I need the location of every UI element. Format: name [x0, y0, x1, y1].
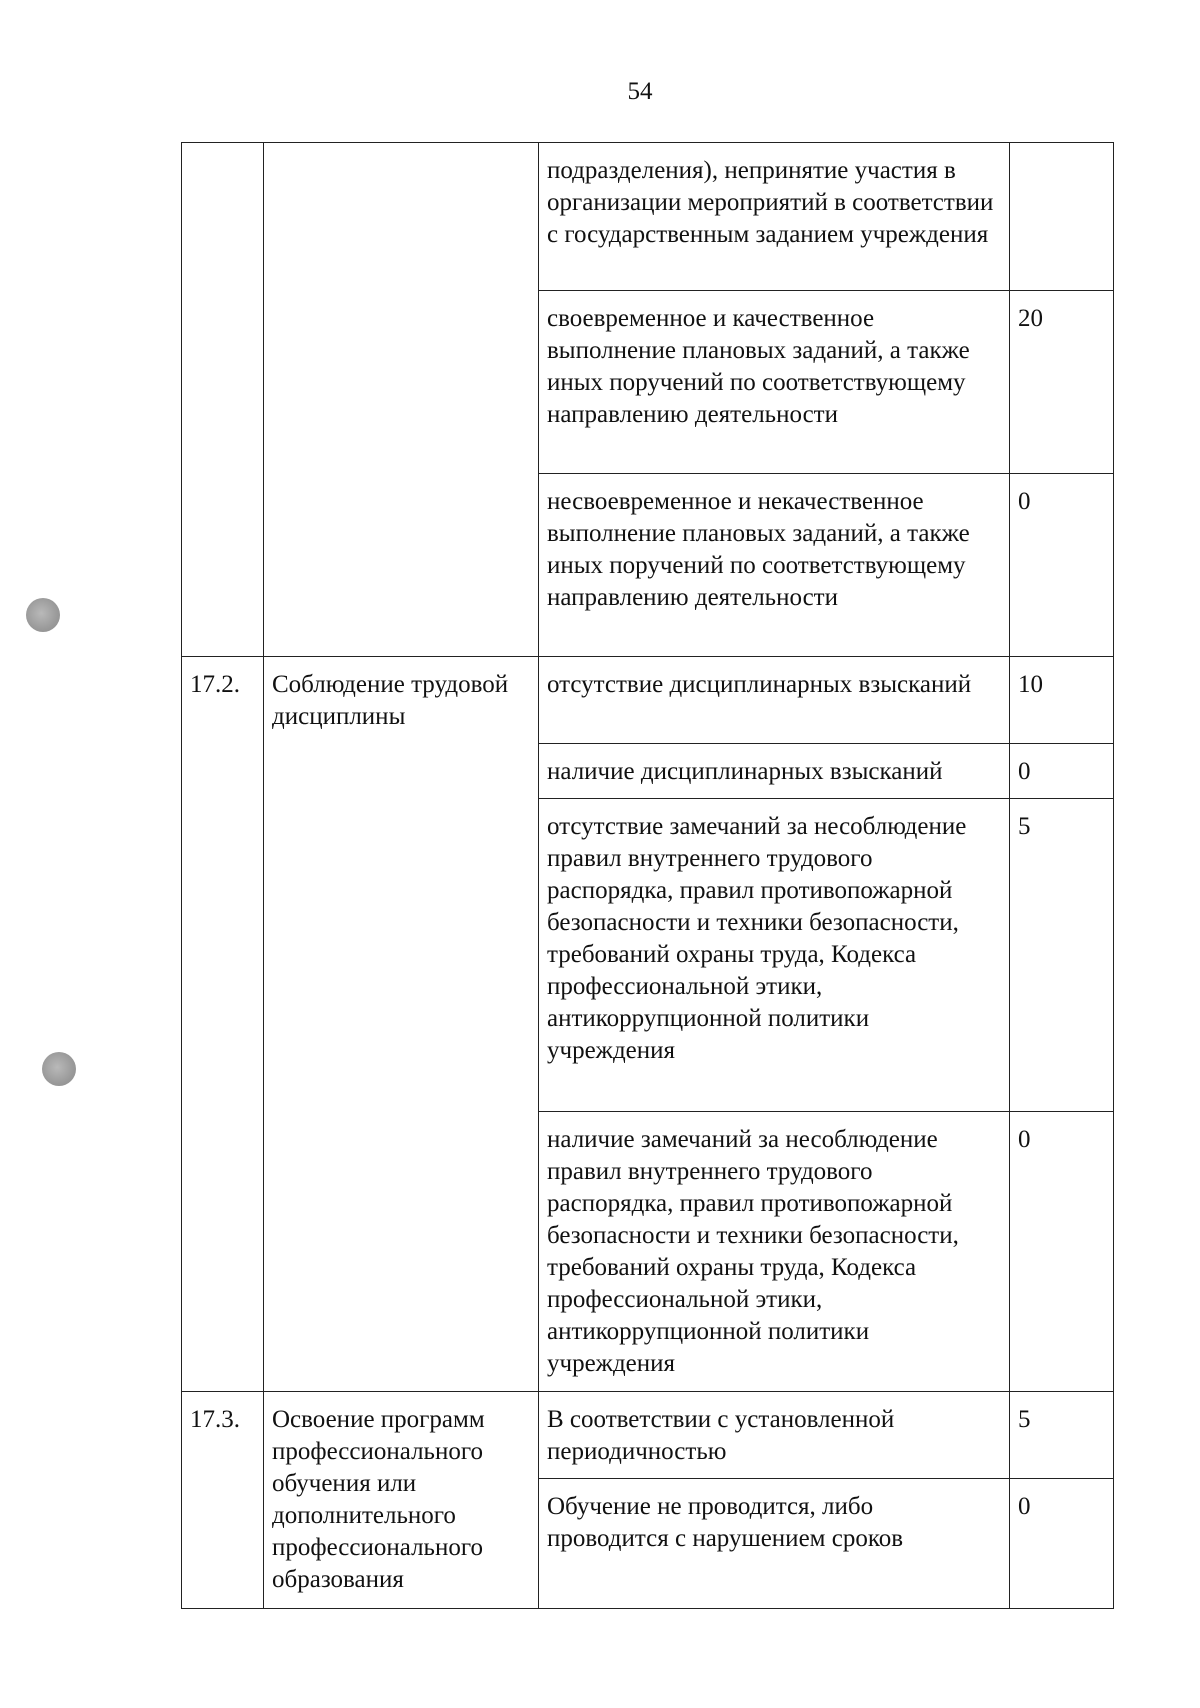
table-row	[182, 657, 1114, 744]
table-row	[182, 1392, 1114, 1479]
table-row	[182, 143, 1114, 291]
condition-cell: наличие замечаний за несоблюдение правил внутреннего трудового распорядка, правил противопожарной безопасности и техники безопасности, требований охраны труда, Кодекса профессиональной этики, антикоррупционной политики учреждения	[539, 1112, 1010, 1392]
punch-hole-mark	[42, 1052, 76, 1086]
criterion-cell	[264, 143, 539, 657]
criterion-cell: Освоение программ профессионального обучения или дополнительного профессионального образования	[264, 1392, 539, 1609]
score-cell: 0	[1010, 474, 1114, 657]
score-cell: 5	[1010, 799, 1114, 1112]
item-number-cell: 17.2.	[182, 657, 264, 1392]
score-cell: 5	[1010, 1392, 1114, 1479]
condition-cell: В соответствии с установленной периодичностью	[539, 1392, 1010, 1479]
score-cell: 20	[1010, 291, 1114, 474]
score-cell: 10	[1010, 657, 1114, 744]
score-cell: 0	[1010, 744, 1114, 799]
score-cell	[1010, 143, 1114, 291]
punch-hole-mark	[26, 598, 60, 632]
condition-cell: Обучение не проводится, либо проводится с нарушением сроков	[539, 1479, 1010, 1609]
page-number: 54	[627, 78, 653, 105]
criterion-cell: Соблюдение трудовой дисциплины	[264, 657, 539, 1392]
score-cell: 0	[1010, 1112, 1114, 1392]
condition-cell: несвоевременное и некачественное выполнение плановых заданий, а также иных поручений по соответствующему направлению деятельности	[539, 474, 1010, 657]
item-number-cell	[182, 143, 264, 657]
condition-cell: наличие дисциплинарных взысканий	[539, 744, 1010, 799]
condition-cell: отсутствие дисциплинарных взысканий	[539, 657, 1010, 744]
condition-cell: подразделения), непринятие участия в организации мероприятий в соответствии с государственным заданием учреждения	[539, 143, 1010, 291]
condition-cell: своевременное и качественное выполнение плановых заданий, а также иных поручений по соответствующему направлению деятельности	[539, 291, 1010, 474]
criteria-table	[181, 142, 1114, 1609]
condition-cell: отсутствие замечаний за несоблюдение правил внутреннего трудового распорядка, правил противопожарной безопасности и техники безопасности, требований охраны труда, Кодекса профессиональной этики, антикоррупционной политики учреждения	[539, 799, 1010, 1112]
score-cell: 0	[1010, 1479, 1114, 1609]
item-number-cell: 17.3.	[182, 1392, 264, 1609]
